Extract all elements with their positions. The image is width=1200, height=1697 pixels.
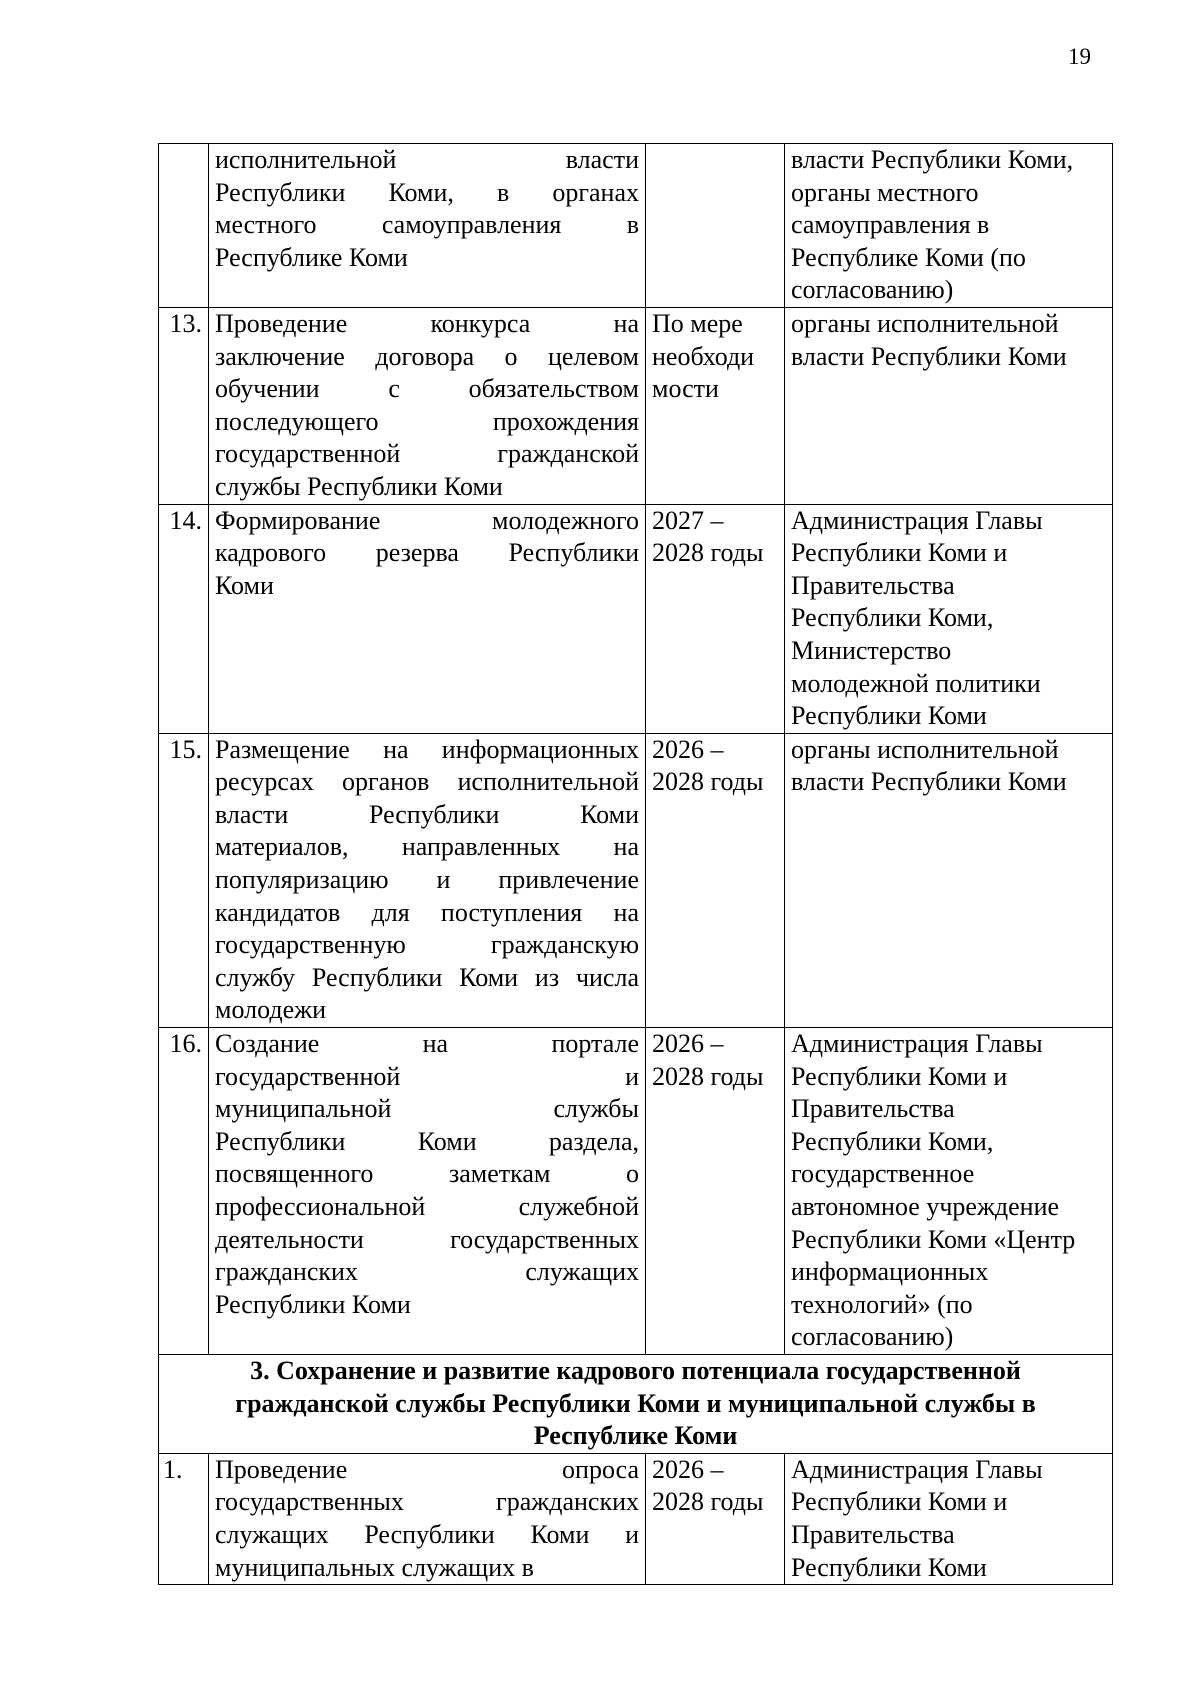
measure-responsible-line: Республики Коми и (791, 538, 1008, 568)
measure-responsible-line: государственное (791, 1159, 975, 1189)
row-number (159, 144, 209, 308)
measure-responsible-line: органы исполнительной (791, 734, 1059, 764)
measure-responsible (785, 144, 1113, 308)
measure-description-line: Размещение на информационных (215, 734, 639, 764)
measure-description-line: государственных гражданских (215, 1487, 639, 1517)
measure-term-line: 2028 годы (652, 538, 764, 568)
measure-description-line: исполнительной власти (215, 145, 639, 174)
measure-description-line: кандидатов для поступления на (215, 897, 639, 927)
measure-responsible-line: согласованию) (791, 1322, 954, 1352)
table-row (159, 1028, 1113, 1355)
measure-description-line: служащих Республики Коми и (215, 1519, 639, 1549)
measure-term-line: По мере (652, 308, 743, 338)
measure-description (209, 504, 646, 733)
measure-description-line: ресурсах органов исполнительной (215, 767, 639, 797)
measure-description-line: государственную гражданскую (215, 930, 639, 960)
measure-term (646, 733, 785, 1027)
measure-description-line: власти Республики Коми (215, 799, 639, 829)
measure-description-line: государственной гражданской (215, 439, 639, 469)
section-heading-line: гражданской службы Республики Коми и муниципальной службы в (235, 1388, 1036, 1418)
section-heading-line: 3. Сохранение и развитие кадрового потенциала государственной (250, 1355, 1021, 1385)
measure-responsible-line: Республики Коми и (791, 1061, 1008, 1091)
table-row (159, 307, 1113, 504)
measure-responsible (785, 1453, 1113, 1584)
page-number: 19 (1068, 44, 1091, 69)
measure-term (646, 1028, 785, 1355)
row-number: 16. (159, 1028, 209, 1355)
measure-description-line: государственной и (215, 1061, 639, 1091)
measure-description-line: службу Республики Коми из числа (215, 962, 639, 992)
measure-term-line: 2028 годы (652, 767, 764, 797)
measure-responsible-line: технологий» (по (791, 1289, 973, 1319)
table-row (159, 733, 1113, 1027)
measure-term-line: 2027 – (652, 505, 724, 535)
measure-responsible (785, 1028, 1113, 1355)
measure-responsible-line: самоуправления в (791, 210, 990, 240)
measure-description-line: посвященного заметкам о (215, 1159, 639, 1189)
measure-responsible-line: Республики Коми, (791, 603, 994, 633)
measure-term-line: 2026 – (652, 1029, 724, 1059)
measure-description-line: популяризацию и привлечение (215, 865, 639, 895)
measure-responsible-line: Министерство (791, 635, 952, 665)
measure-responsible-line: Правительства (791, 1519, 955, 1549)
measure-responsible-line: Республики Коми и (791, 1487, 1008, 1517)
table-row (159, 144, 1113, 308)
measure-responsible-line: Администрация Главы (791, 1029, 1043, 1059)
measure-responsible-line: власти Республики Коми, (791, 145, 1074, 174)
measure-responsible-line: согласованию) (791, 275, 954, 305)
measure-term (646, 144, 785, 308)
measure-term-line: 2026 – (652, 734, 724, 764)
measure-description-line: последующего прохождения (215, 406, 639, 436)
measure-responsible-line: власти Республики Коми (791, 767, 1067, 797)
row-number: 13. (159, 307, 209, 504)
measure-description-line: Проведение опроса (215, 1454, 639, 1484)
measure-responsible-line: Республике Коми (по (791, 242, 1026, 272)
measure-description-line: муниципальных служащих в (215, 1552, 534, 1582)
measure-description-line: молодежи (215, 995, 326, 1025)
measure-term-line: 2026 – (652, 1454, 724, 1484)
measure-term-line: мости (652, 374, 719, 404)
measure-term (646, 1453, 785, 1584)
measure-description-line: гражданских служащих (215, 1257, 639, 1287)
measure-description-line: Проведение конкурса на (215, 308, 639, 338)
measure-description-line: заключение договора о целевом (215, 341, 639, 371)
measure-term-line: 2028 годы (652, 1061, 764, 1091)
measure-term (646, 307, 785, 504)
table-row (159, 504, 1113, 733)
measure-responsible (785, 307, 1113, 504)
measure-description (209, 1453, 646, 1584)
measure-description-line: Республики Коми (215, 1289, 411, 1319)
measure-responsible-line: молодежной политики (791, 668, 1041, 698)
measure-term (646, 504, 785, 733)
measure-responsible-line: информационных (791, 1257, 989, 1287)
measure-description-line: материалов, направленных на (215, 832, 639, 862)
measure-responsible-line: власти Республики Коми (791, 341, 1067, 371)
measure-description-line: Республике Коми (215, 242, 408, 272)
measure-responsible-line: органы исполнительной (791, 308, 1059, 338)
measure-description-line: Формирование молодежного (215, 505, 639, 535)
row-number: 14. (159, 504, 209, 733)
measure-description-line: кадрового резерва Республики (215, 538, 639, 568)
measure-term-line: 2028 годы (652, 1487, 764, 1517)
measure-description (209, 1028, 646, 1355)
measure-description-line: деятельности государственных (215, 1224, 639, 1254)
measure-description-line: профессиональной служебной (215, 1192, 639, 1221)
measure-description (209, 144, 646, 308)
section-row (159, 1354, 1113, 1453)
measure-responsible-line: Администрация Главы (791, 505, 1043, 535)
measure-description-line: Республики Коми раздела, (215, 1126, 639, 1156)
measure-responsible-line: Республики Коми (791, 1552, 987, 1582)
measure-description-line: Республики Коми, в органах (215, 177, 639, 207)
measure-responsible-line: Правительства (791, 1094, 955, 1124)
measure-responsible-line: Правительства (791, 570, 955, 600)
measure-description (209, 307, 646, 504)
measure-responsible-line: органы местного (791, 177, 979, 207)
measure-responsible (785, 733, 1113, 1027)
measure-responsible-line: Республики Коми «Центр (791, 1224, 1076, 1254)
measure-description-line: местного самоуправления в (215, 210, 639, 240)
table-row (159, 1453, 1113, 1584)
measure-responsible-line: автономное учреждение (791, 1192, 1060, 1221)
measure-responsible-line: Республики Коми (791, 701, 987, 731)
measure-term-line: необходи (652, 341, 755, 371)
section-heading (159, 1354, 1113, 1453)
measure-description-line: обучении с обязательством (215, 374, 639, 404)
measure-responsible-line: Республики Коми, (791, 1126, 994, 1156)
measure-description-line: Создание на портале (215, 1029, 639, 1059)
row-number: 1. (159, 1453, 209, 1584)
measure-description-line: службы Республики Коми (215, 471, 503, 501)
measures-table (158, 143, 1113, 1585)
measure-description (209, 733, 646, 1027)
row-number: 15. (159, 733, 209, 1027)
measure-description-line: муниципальной службы (215, 1094, 639, 1124)
section-heading-line: Республике Коми (533, 1421, 738, 1451)
measure-description-line: Коми (215, 570, 274, 600)
measure-responsible (785, 504, 1113, 733)
measure-responsible-line: Администрация Главы (791, 1454, 1043, 1484)
